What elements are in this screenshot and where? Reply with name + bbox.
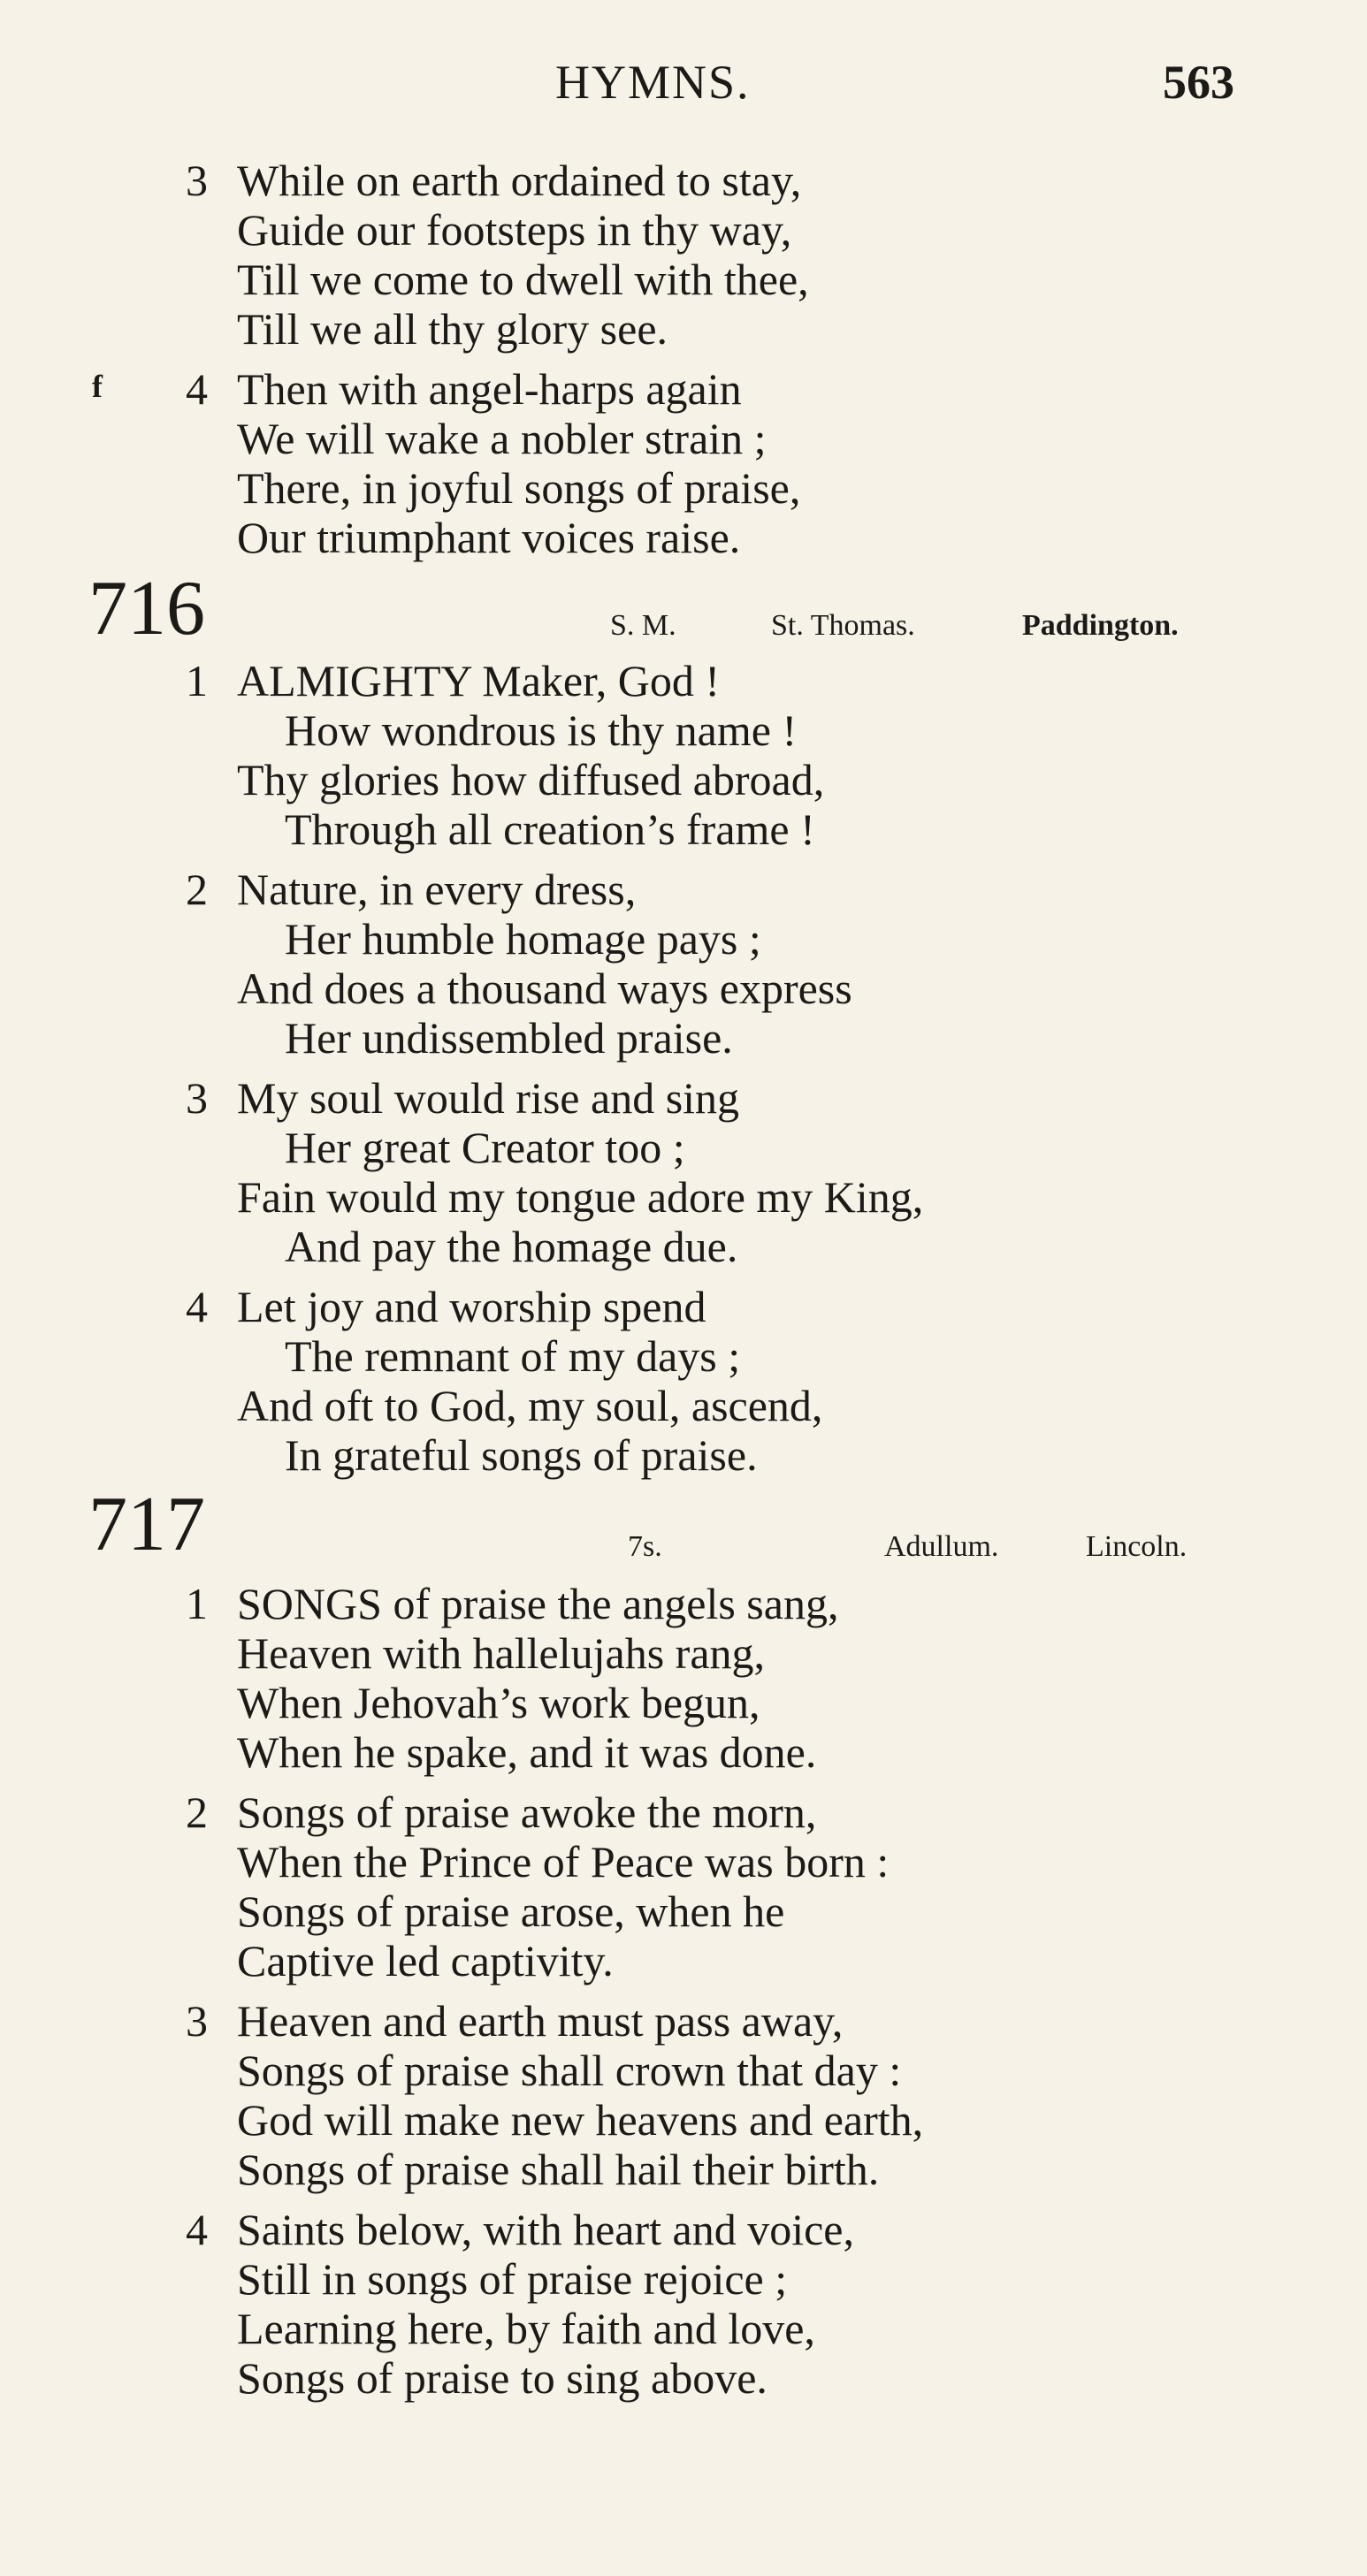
verse-line: Her great Creator too ; <box>285 1123 685 1172</box>
hymn-number: 716 <box>88 566 205 652</box>
verse-line: And oft to God, my soul, ascend, <box>237 1381 823 1430</box>
verse-line: How wondrous is thy name ! <box>285 705 798 755</box>
verse-line: Then with angel-harps again <box>237 364 742 414</box>
hymn-number: 717 <box>88 1482 205 1567</box>
verse-line: Heaven and earth must pass away, <box>237 1996 844 2046</box>
verse-line: Songs of praise to sing above. <box>237 2353 768 2403</box>
verse-line: Fain would my tongue adore my King, <box>237 1172 924 1222</box>
stanza-number: 1 <box>186 1579 208 1628</box>
verse-line: Till we all thy glory see. <box>237 304 668 354</box>
verse-line: Nature, in every dress, <box>237 865 637 914</box>
stanza-number: 3 <box>186 156 208 205</box>
verse-line: My soul would rise and sing <box>237 1073 740 1123</box>
tune-name: Lincoln. <box>1086 1530 1188 1563</box>
verse-line: The remnant of my days ; <box>285 1331 741 1381</box>
verse-line: Her humble homage pays ; <box>285 914 761 964</box>
stanza-number: 4 <box>186 1282 208 1331</box>
verse-line: And does a thousand ways express <box>237 964 852 1013</box>
stanza-number: 3 <box>186 1073 208 1123</box>
verse-line: Let joy and worship spend <box>237 1282 706 1331</box>
dynamic-marking: f <box>92 369 103 404</box>
verse-line: Our triumphant voices raise. <box>237 513 741 562</box>
stanza-number: 1 <box>186 656 208 705</box>
verse-line: While on earth ordained to stay, <box>237 156 802 205</box>
stanza-number: 4 <box>186 2205 208 2254</box>
verse-line: Songs of praise awoke the morn, <box>237 1787 817 1837</box>
verse-line: Saints below, with heart and voice, <box>237 2205 854 2254</box>
stanza-number: 4 <box>186 364 208 414</box>
verse-line: ALMIGHTY Maker, God ! <box>237 656 721 705</box>
verse-line: When the Prince of Peace was born : <box>237 1837 890 1886</box>
page-header <box>0 55 1367 117</box>
verse-line: In grateful songs of praise. <box>285 1430 758 1480</box>
stanza-number: 2 <box>186 865 208 914</box>
verse-line: God will make new heavens and earth, <box>237 2095 924 2145</box>
verse-line: Till we come to dwell with thee, <box>237 255 809 304</box>
verse-line: Thy glories how diffused abroad, <box>237 755 825 804</box>
verse-line: SONGS of praise the angels sang, <box>237 1579 839 1628</box>
verse-line: Songs of praise shall crown that day : <box>237 2046 902 2095</box>
running-title: HYMNS. <box>555 56 751 109</box>
tune-name: Adullum. <box>884 1530 999 1563</box>
verse-line: When he spake, and it was done. <box>237 1727 817 1777</box>
verse-line: And pay the homage due. <box>285 1222 738 1271</box>
verse-line: We will wake a nobler strain ; <box>237 414 767 463</box>
verse-line: Heaven with hallelujahs rang, <box>237 1628 766 1678</box>
hymn-meter: S. M. <box>610 609 676 642</box>
verse-line: Learning here, by faith and love, <box>237 2304 815 2353</box>
verse-line: Through all creation’s frame ! <box>285 804 815 854</box>
verse-line: Captive led captivity. <box>237 1936 614 1985</box>
verse-line: Guide our footsteps in thy way, <box>237 205 792 255</box>
hymn-meter: 7s. <box>628 1530 662 1563</box>
tune-name: St. Thomas. <box>771 609 915 642</box>
stanza-number: 2 <box>186 1787 208 1837</box>
verse-line: There, in joyful songs of praise, <box>237 463 801 513</box>
stanza-number: 3 <box>186 1996 208 2046</box>
verse-line: Still in songs of praise rejoice ; <box>237 2254 788 2304</box>
verse-line: When Jehovah’s work begun, <box>237 1678 760 1727</box>
verse-line: Songs of praise shall hail their birth. <box>237 2145 880 2194</box>
verse-line: Her undissembled praise. <box>285 1013 733 1063</box>
tune-name: Paddington. <box>1022 609 1179 642</box>
verse-line: Songs of praise arose, when he <box>237 1886 785 1936</box>
page-number: 563 <box>1163 56 1234 109</box>
